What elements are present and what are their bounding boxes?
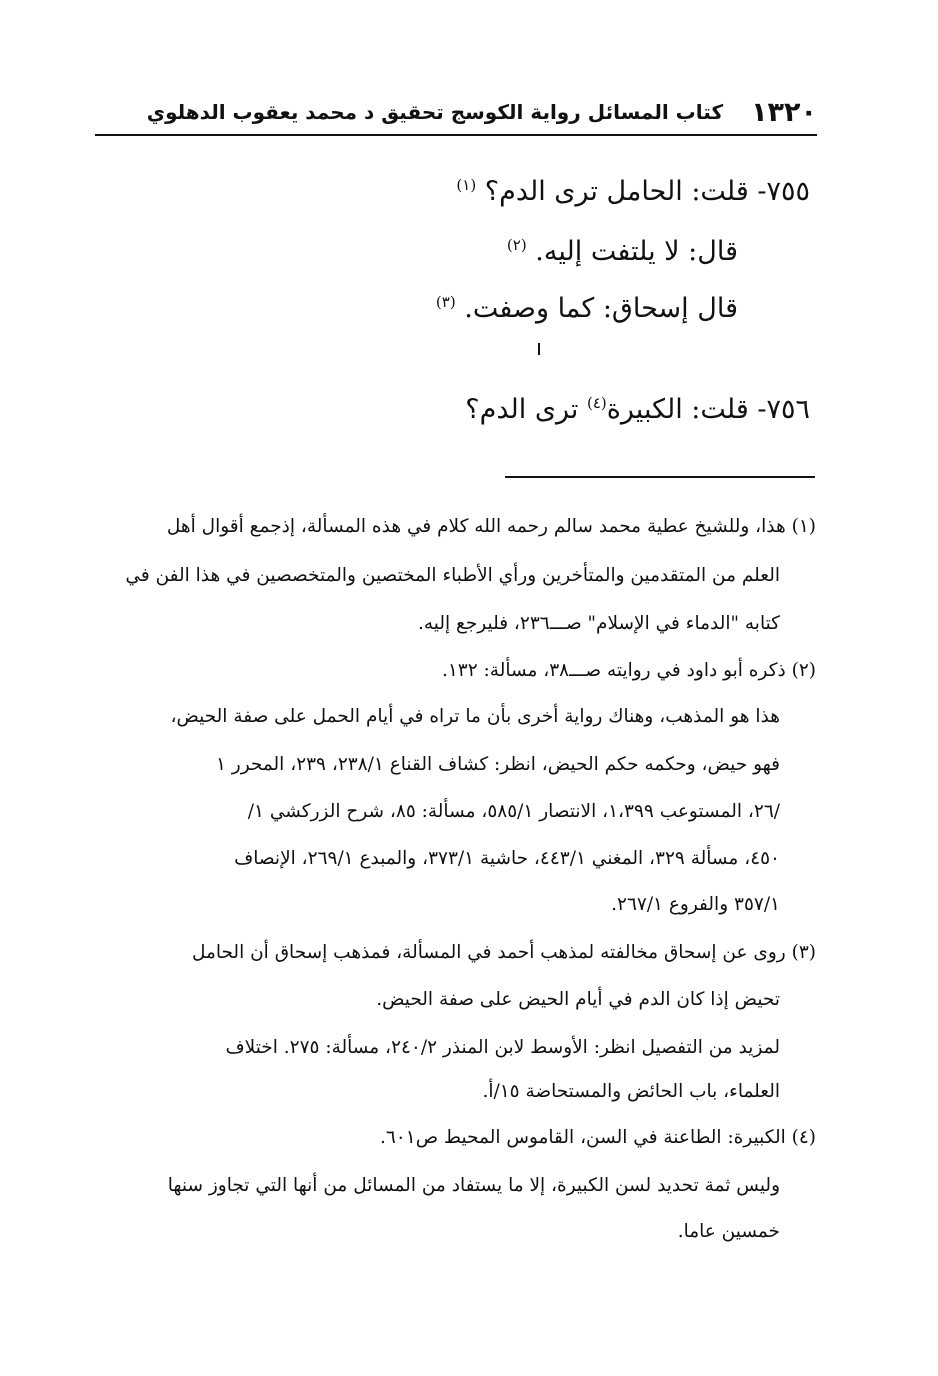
footnote-2-line-2: هذا هو المذهب، وهناك رواية أخرى بأن ما تراه في أيام الحمل على صفة الحيض، [170, 706, 780, 727]
footnote-ref-3: (٣) [435, 293, 456, 311]
footnote-ref-4: (٤) [586, 394, 607, 412]
header-rule [95, 134, 817, 136]
footnote-2-line-6: ٣٥٧/١ والفروع ٢٦٧/١. [611, 894, 780, 915]
footnote-separator [505, 476, 815, 478]
issue-755-question [456, 176, 810, 207]
footnote-4-line-2: وليس ثمة تحديد لسن الكبيرة، إلا ما يستفاد من المسائل من أنها التي تجاوز سنها [167, 1175, 780, 1196]
footnote-3-line-4: العلماء، باب الحائض والمستحاضة ١٥/أ. [482, 1081, 780, 1102]
answer-ishaq [436, 293, 738, 324]
footnote-4-line-3: خمسين عاما. [677, 1221, 780, 1242]
answer-ahmad-text: قال: لا يلتفت إليه. [535, 236, 738, 267]
footnote-3-line-3: لمزيد من التفصيل انظر: الأوسط لابن المنذر ٢٤٠/٢، مسألة: ٢٧٥. اختلاف [225, 1037, 780, 1058]
running-header [95, 95, 817, 129]
issue-755-text: ٧٥٥- قلت: الحامل ترى الدم؟ [484, 176, 810, 207]
stray-mark [538, 343, 540, 355]
footnote-2-line-1: (٢) ذكره أبو داود في روايته صـــ٣٨، مسألة: ١٣٢. [441, 660, 816, 681]
footnote-4-line-1: (٤) الكبيرة: الطاعنة في السن، القاموس المحيط ص٦٠١. [379, 1127, 816, 1148]
answer-ahmad [507, 236, 738, 267]
issue-756-text-before: ٧٥٦- قلت: الكبيرة [606, 394, 810, 425]
footnote-2-line-5: ٤٥٠، مسألة ٣٢٩، المغني ٤٤٣/١، حاشية ٣٧٣/١، والمبدع ٢٦٩/١، الإنصاف [234, 848, 780, 869]
footnote-2-line-4: /٢٦، المستوعب ١،٣٩٩، الانتصار ٥٨٥/١، مسألة: ٨٥، شرح الزركشي ١/ [247, 801, 780, 822]
footnote-2-line-3: فهو حيض، وحكمه حكم الحيض، انظر: كشاف القناع ٢٣٨/١، ٢٣٩، المحرر ١ [215, 754, 780, 775]
footnote-1-line-3: كتابه "الدماء في الإسلام" صـــ٢٣٦، فليرجع إليه. [417, 613, 780, 634]
footnote-3-line-2: تحيض إذا كان الدم في أيام الحيض على صفة الحيض. [376, 989, 780, 1010]
answer-ishaq-text: قال إسحاق: كما وصفت. [464, 293, 738, 324]
footnote-3-line-1: (٣) روى عن إسحاق مخالفته لمذهب أحمد في المسألة، فمذهب إسحاق أن الحامل [191, 942, 816, 963]
book-title: كتاب المسائل رواية الكوسج تحقيق د محمد يعقوب الدهلوي [146, 100, 724, 124]
footnote-1-line-2: العلم من المتقدمين والمتأخرين ورأي الأطباء المختصين والمتخصصين في هذا الفن في [125, 565, 780, 586]
issue-756-text-after: ترى الدم؟ [465, 394, 579, 425]
page-number: ١٣٢٠ [751, 96, 817, 128]
footnote-ref-2: (٢) [506, 236, 527, 254]
footnote-ref-1: (١) [456, 176, 477, 194]
issue-756-question [465, 394, 810, 425]
footnote-1-line-1: (١) هذا، وللشيخ عطية محمد سالم رحمه الله كلام في هذه المسألة، إذجمع أقوال أهل [166, 516, 816, 537]
